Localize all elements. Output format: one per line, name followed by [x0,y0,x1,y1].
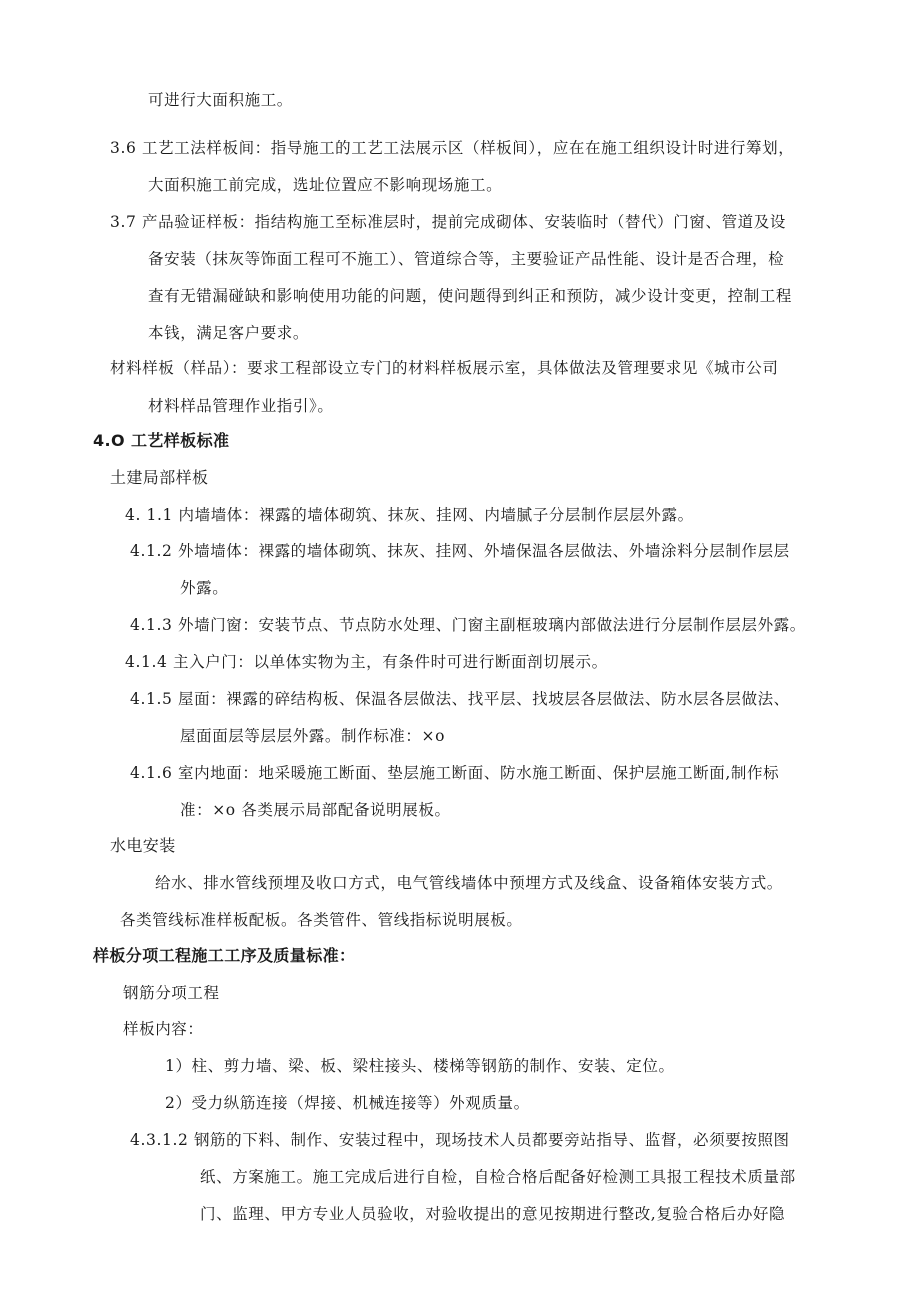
text-line: 本钱，满足客户要求。 [148,324,310,342]
text-line: 4.1.2 外墙墙体：裸露的墙体砌筑、抹灰、挂网、外墙保温各层做法、外墙涂料分层制作层层 [130,542,790,560]
text-line: 4.3.1.2 钢筋的下料、制作、安装过程中，现场技术人员都要旁站指导、监督，必须要按照图 [130,1131,790,1149]
text-line: 查有无错漏碰缺和影响使用功能的问题，使问题得到纠正和预防，减少设计变更，控制工程 [148,287,793,305]
text-line: 4.1.4 主入户门：以单体实物为主，有条件时可进行断面剖切展示。 [125,653,608,671]
text-line: 外露。 [180,579,229,597]
text-line: 屋面面层等层层外露。制作标准：×o [180,727,446,745]
list-item: 1）柱、剪力墙、梁、板、梁柱接头、楼梯等钢筋的制作、安装、定位。 [165,1057,675,1075]
text-line: 备安装（抹灰等饰面工程可不施工）、管道综合等，主要验证产品性能、设计是否合理，检 [148,250,785,268]
text-line: 3.7 产品验证样板：指结构施工至标准层时，提前完成砌体、安装临时（替代）门窗、管道及设 [110,213,786,231]
text-line: 准：×o 各类展示局部配备说明展板。 [180,801,451,819]
text-line: 纸、方案施工。施工完成后进行自检，自检合格后配备好检测工具报工程技术质量部 [200,1168,796,1186]
text-line: 各类管线标准样板配板。各类管件、管线指标说明展板。 [120,911,523,929]
text-line: 可进行大面积施工。 [148,91,293,109]
text-line: 门、监理、甲方专业人员验收，对验收提出的意见按期进行整改,复验合格后办好隐 [200,1205,786,1223]
text-line: 钢筋分项工程 [123,984,220,1002]
text-line: 样板内容： [123,1020,204,1038]
text-line: 4.1.3 外墙门窗：安装节点、节点防水处理、门窗主副框玻璃内部做法进行分层制作层层外露。 [130,616,806,634]
text-line: 3.6 工艺工法样板间：指导施工的工艺工法展示区（样板间），应在在施工组织设计时进行筹划， [110,139,795,157]
text-line: 4.1.5 屋面：裸露的碎结构板、保温各层做法、找平层、找坡层各层做法、防水层各层做法、 [130,690,790,708]
text-line: 给水、排水管线预埋及收口方式，电气管线墙体中预埋方式及线盒、设备箱体安装方式。 [155,874,783,892]
text-line: 材料样板（样品）：要求工程部设立专门的材料样板展示室，具体做法及管理要求见《城市公司 [110,359,779,377]
text-line: 材料样品管理作业指引》。 [148,397,334,415]
subsection-heading: 土建局部样板 [110,468,209,487]
list-item: 2）受力纵筋连接（焊接、机械连接等）外观质量。 [165,1094,530,1112]
section-heading: 4.O 工艺样板标准 [93,431,230,450]
text-line: 大面积施工前完成，选址位置应不影响现场施工。 [148,176,503,194]
subsection-heading: 水电安装 [110,836,176,855]
text-line: 4. 1.1 内墙墙体：裸露的墙体砌筑、抹灰、挂网、内墙腻子分层制作层层外露。 [125,506,694,524]
section-heading: 样板分项工程施工工序及质量标准： [93,946,356,965]
text-line: 4.1.6 室内地面：地采暖施工断面、垫层施工断面、防水施工断面、保护层施工断面,制作标 [130,764,780,782]
